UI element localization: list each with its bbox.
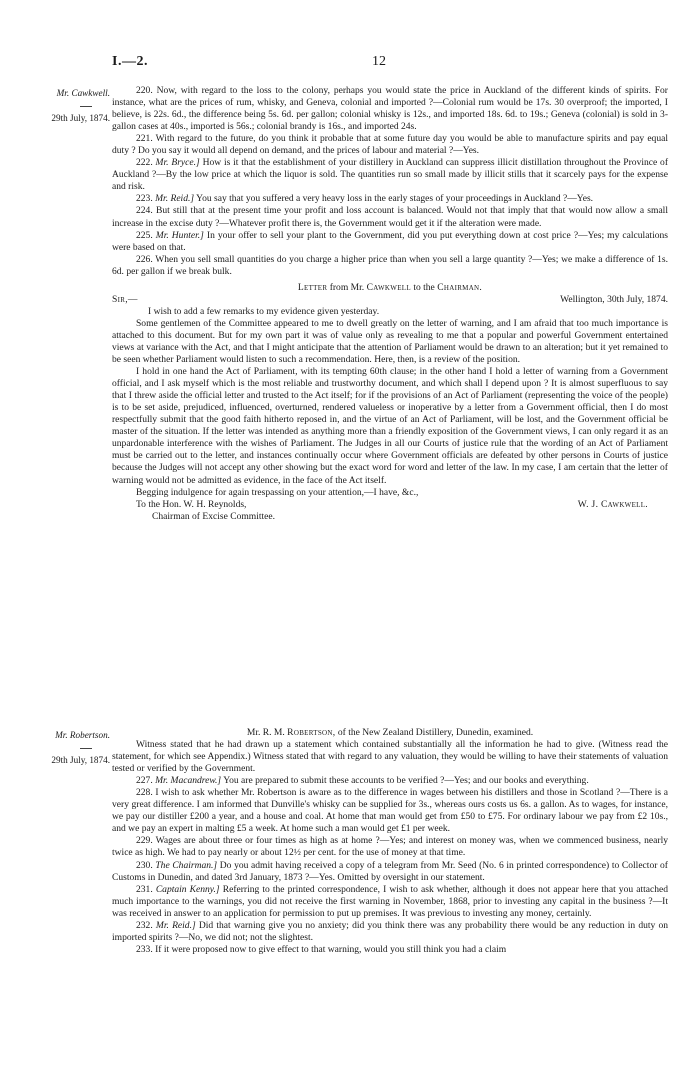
question-233: 233. If it were proposed now to give effect to that warning, would you still think you had a claim bbox=[136, 943, 507, 955]
question-220: 220. Now, with regard to the loss to the colony, perhaps you would state the price in Auckland of the different kinds of spirits. For instance, what are the prices of rum, whisky, and Geneva, colonial and imported ?—Colonial rum would be 17s. 30 overproof; the imported, I believe, is 22s. 6d., the difference being 5s. 6d. per gallon; colonial whisky is 12s., and imported 18s. 6d. to 19s.; Geneva (colonial) is sold in 3-gallon cases at 40s., imported is 56s.; colonial brandy is 16s., and imported 24s. bbox=[112, 85, 668, 133]
letter-salutation: Sir,— bbox=[112, 293, 138, 305]
margin-note-witness-1 bbox=[20, 87, 110, 124]
letter-addressee-row bbox=[112, 499, 668, 511]
letter-heading: Letter from Mr. Cawkwell to the Chairman. bbox=[297, 281, 483, 293]
page-header bbox=[0, 54, 700, 74]
question-230: 230. The Chairman.] Do you admit having received a copy of a telegram from Mr. Seed (No. 6 in printed correspondence) to Collector of Customs in Dunedin, and dated 3rd January, 1873 ?—Yes. Omitted by oversight in our statement. bbox=[112, 859, 668, 883]
question-221: 221. With regard to the future, do you think it probable that at some future day you would be able to manufacture spirits and pay equal duty ? Do you say it would all depend on demand, and the prices of labour and material ?—Yes. bbox=[112, 133, 668, 157]
letter-addressee-title: Chairman of Excise Committee. bbox=[152, 510, 276, 522]
letter-paragraph-2: Some gentlemen of the Committee appeared to me to dwell greatly on the letter of warning, and I am afraid that too much importance is attached to this document. But for my own part it was of value only as revealing to me that a popular and powerful Government entertained views at variance with the Act, and that I might anticipate that the attention of Parliament would be drawn to an alteration; but it yet remained to be seen whether Parliament would listen to such a recommendation. Here, then, is a review of the position. bbox=[112, 317, 668, 366]
question-226: 226. When you sell small quantities do you charge a higher price than when you sell a large quantity ?—Yes; we make a difference of 1s. 6d. per gallon if we break bulk. bbox=[112, 253, 668, 277]
question-228: 228. I wish to ask whether Mr. Robertson is aware as to the difference in wages between his distillers and those in Scotland ?—There is a very great difference. I am informed that Dunville's whisky can be supplied for 3s., whereas ours costs us 6s. a gallon. As to wages, for instance, we pay our distiller £200 a year, and a house and coal. At home that man would get from £50 to £75. For ordinary labour we pay from £2 10s., and we pay an expert in malting £5 a week. At home such a man would get £1 per week. bbox=[112, 787, 668, 835]
letter-addressee: To the Hon. W. H. Reynolds, bbox=[136, 498, 247, 510]
letter-paragraph-3: I hold in one hand the Act of Parliament, with its tempting 60th clause; in the other hand I hold a letter of warning from a Government official, and I ask myself which is the most reliable and trustworthy document, and which shall I depend upon ? It is almost superfluous to say that I threw aside the official letter and trusted to the Act itself; for if the provisions of an Act of Parliament (representing the voice of the people) is to be set aside, prejudiced, influenced, overturned, rendered valueless or inoperative by a letter from a Government official, then I do most respectfully submit that the good faith hitherto reposed in, and the virtue of an Act of Parliament, will be lost, and the Government official be master of the situation. If the letter was intended as anything more than a friendly exposition of the Government views, I can only regard it as an unpardonable interference with the wishes of Parliament. The Judges in all our Courts of justice rule that the wording of an Act of Parliament must be carried out to the letter, and instances continually occur where Government officials are defeated by other persons in Courts of justice because the Judges will not accept any other showing but the exact word for word and letter of the law. In my case, I am certain that the letter of warning would not be admitted as evidence, in the face of the Act itself. bbox=[112, 366, 668, 486]
evidence-section-2 bbox=[112, 727, 668, 956]
margin-date: 29th July, 1874. bbox=[51, 112, 110, 123]
question-224: 224. But still that at the present time your profit and loss account is balanced. Would not that imply that that would now allow a small increase in the excise duty ?—Whatever profit there is, the Government would get it if the alteration were made. bbox=[112, 205, 668, 229]
margin-witness-name: Mr. Cawkwell. bbox=[56, 88, 110, 98]
letter-place-date: Wellington, 30th July, 1874. bbox=[560, 293, 668, 305]
witness-heading: Mr. R. M. Robertson, of the New Zealand Distillery, Dunedin, examined. bbox=[246, 727, 534, 738]
question-229: 229. Wages are about three or four times as high as at home ?—Yes; and interest on money was, when we commenced business, nearly twice as high. We had to pay nearly or about 12½ per cent. for the use of money at that time. bbox=[112, 835, 668, 859]
margin-date: 29th July, 1874. bbox=[51, 754, 110, 765]
question-225: 225. Mr. Hunter.] In your offer to sell your plant to the Government, did you put everything down at cost price ?—Yes; my calculations were based on that. bbox=[112, 229, 668, 253]
evidence-section-1 bbox=[112, 85, 668, 523]
letter-paragraph-1: I wish to add a few remarks to my evidence given yesterday. bbox=[148, 305, 380, 317]
question-222: 222. Mr. Bryce.] How is it that the establishment of your distillery in Auckland can suppress illicit distillation throughout the Province of Auckland ?—By the low price at which the liquor is sold. The quantities run so small made by illicit stills that it scarcely pays for the expense and risk. bbox=[112, 157, 669, 193]
margin-witness-name: Mr. Robertson. bbox=[55, 730, 110, 740]
letter-signature: W. J. Cawkwell. bbox=[577, 498, 648, 510]
question-223: 223. Mr. Reid.] You say that you suffered a very heavy loss in the early stages of your proceedings in Auckland ?—Yes. bbox=[136, 193, 594, 205]
letter-salutation-row bbox=[112, 294, 668, 306]
document-code: I.—2. bbox=[112, 54, 148, 69]
page-number: 12 bbox=[372, 54, 386, 69]
question-227: 227. Mr. Macandrew.] You are prepared to submit these accounts to be verified ?—Yes; and our books and everything. bbox=[136, 775, 589, 787]
witness-statement: Witness stated that he had drawn up a statement which contained substantially all the information he had to give. (Witness read the statement, for which see Appendix.) Witness stated that with regard to any valuation, they would be willing to have their statements of valuation tested or verified by the Government. bbox=[112, 739, 668, 775]
letter-closing: Begging indulgence for again trespassing on your attention,—I have, &c., bbox=[136, 486, 419, 498]
margin-note-witness-2 bbox=[20, 729, 110, 766]
question-232: 232. Mr. Reid.] Did that warning give you no anxiety; did you think there was any probability there would be any reduction in duty on imported spirits ?—No, we did not; not the slightest. bbox=[112, 919, 669, 943]
question-231: 231. Captain Kenny.] Referring to the printed correspondence, I wish to ask whether, although it does not appear here that you attached much importance to the warnings, you did not receive the first warning in November, 1868, prior to investing any capital in the business ?—It was received in answer to an application for permission to put up premises. It was previous to investing any money, certainly. bbox=[112, 883, 669, 919]
